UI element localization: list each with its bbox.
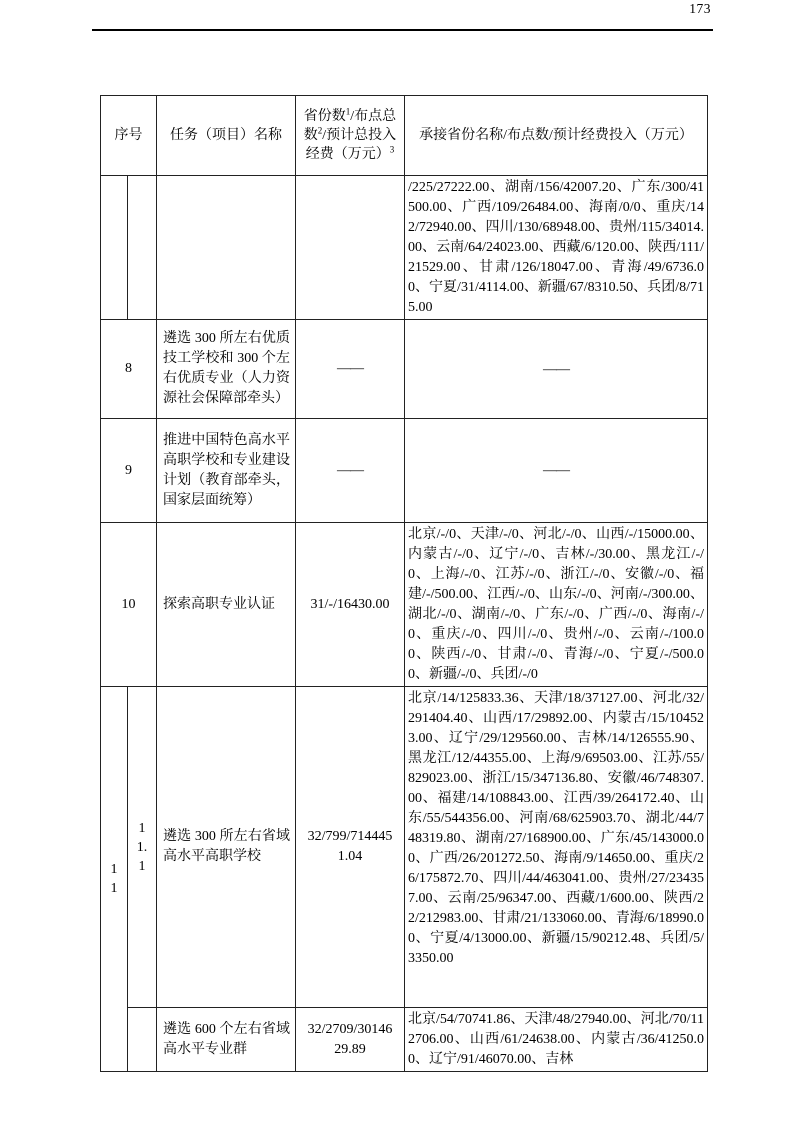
cell-serial: 9	[101, 419, 157, 523]
header-cell-detail: 承接省份名称/布点数/预计经费投入（万元）	[405, 96, 708, 176]
header-summary-text-2: /布点总数	[303, 109, 397, 143]
cell-detail: 北京/54/70741.86、天津/48/27940.00、河北/70/112706.00、山西/61/24638.00、内蒙古/36/41250.00、辽宁/91/46070.00、吉林	[405, 1008, 708, 1072]
header-cell-task: 任务（项目）名称	[157, 96, 296, 176]
cell-task: 探索高职专业认证	[157, 523, 296, 687]
table-row-continuation	[101, 176, 708, 320]
cell-summary: 32/2709/3014629.89	[296, 1008, 405, 1072]
header-rule	[92, 29, 713, 31]
table-row-9	[101, 419, 708, 523]
serial-sub-number: 11.1	[136, 820, 148, 874]
cell-serial-outer-empty	[101, 176, 128, 320]
footnote-marker-3: 3	[389, 144, 395, 155]
cell-task: 遴选 600 个左右省域高水平专业群	[157, 1008, 296, 1072]
cell-detail: 北京/-/0、天津/-/0、河北/-/0、山西/-/15000.00、内蒙古/-/0、辽宁/-/0、吉林/-/30.00、黑龙江/-/0、上海/-/0、江苏/-/0、浙江/-/0、安徽/-/0、福建/-/500.00、江西/-/0、山东/-/0、河南/-/300.00、湖北/-/0、湖南/-/0、广东/-/0、广西/-/0、海南/-/0、重庆/-/0、四川/-/0、贵州/-/0、云南/-/100.00、陕西/-/0、甘肃/-/0、青海/-/0、宁夏/-/500.00、新疆/-/0、兵团/-/0	[405, 523, 708, 687]
cell-summary-empty	[296, 176, 405, 320]
header-summary-text-1: 省份数	[303, 109, 346, 124]
cell-serial-sub	[128, 687, 157, 1008]
footnote-marker-2: 2	[317, 125, 323, 136]
cell-summary-dash: ——	[296, 320, 405, 419]
cell-summary-dash: ——	[296, 419, 405, 523]
cell-detail: 北京/14/125833.36、天津/18/37127.00、河北/32/291404.40、山西/17/29892.00、内蒙古/15/104523.00、辽宁/29/129560.00、吉林/14/126555.90、黑龙江/12/44355.00、上海/9/69503.00、江苏/55/829023.00、浙江/15/347136.80、安徽/46/748307.00、福建/14/108843.00、江西/39/264172.40、山东/55/544356.00、河南/68/625903.70、湖北/44/748319.80、湖南/27/168900.00、广东/45/143000.00、广西/26/201272.50、海南/9/14650.00、重庆/26/175872.70、四川/44/463041.00、贵州/27/234357.00、云南/25/96347.00、西藏/1/600.00、陕西/22/212983.00、甘肃/21/133060.00、青海/6/18990.00、宁夏/4/13000.00、新疆/15/90212.48、兵团/5/3350.00	[405, 687, 708, 1008]
header-summary-text-3: /预计总投入经费（万元）	[305, 128, 397, 162]
table-row-11-1	[101, 687, 708, 1008]
project-funding-table	[100, 95, 708, 1072]
table-row-8	[101, 320, 708, 419]
cell-serial-sub-empty	[128, 176, 157, 320]
header-cell-serial: 序号	[101, 96, 157, 176]
table-row-11-2	[101, 1008, 708, 1072]
cell-task-empty	[157, 176, 296, 320]
cell-summary: 31/-/16430.00	[296, 523, 405, 687]
cell-serial-sub-empty	[128, 1008, 157, 1072]
cell-serial: 8	[101, 320, 157, 419]
cell-task: 推进中国特色高水平高职学校和专业建设计划（教育部牵头，国家层面统筹）	[157, 419, 296, 523]
cell-summary: 32/799/7144451.04	[296, 687, 405, 1008]
serial-number: 11	[110, 862, 118, 896]
cell-task: 遴选 300 所左右优质技工学校和 300 个左右优质专业（人力资源社会保障部牵头）	[157, 320, 296, 419]
cell-serial-outer	[101, 687, 128, 1072]
cell-detail-dash: ——	[405, 320, 708, 419]
page-number: 173	[689, 1, 711, 16]
cell-task: 遴选 300 所左右省域高水平高职学校	[157, 687, 296, 1008]
cell-detail: /225/27222.00、湖南/156/42007.20、广东/300/41500.00、广西/109/26484.00、海南/0/0、重庆/142/72940.00、四川/130/68948.00、贵州/115/34014.00、云南/64/24023.00、西藏/6/120.00、陕西/111/21529.00、甘肃/126/18047.00、青海/49/6736.00、宁夏/31/4114.00、新疆/67/8310.50、兵团/8/715.00	[405, 176, 708, 320]
table-row-10	[101, 523, 708, 687]
cell-serial: 10	[101, 523, 157, 687]
header-cell-summary	[296, 96, 405, 176]
cell-detail-dash: ——	[405, 419, 708, 523]
footnote-marker-1: 1	[345, 106, 351, 117]
table-header-row	[101, 96, 708, 176]
